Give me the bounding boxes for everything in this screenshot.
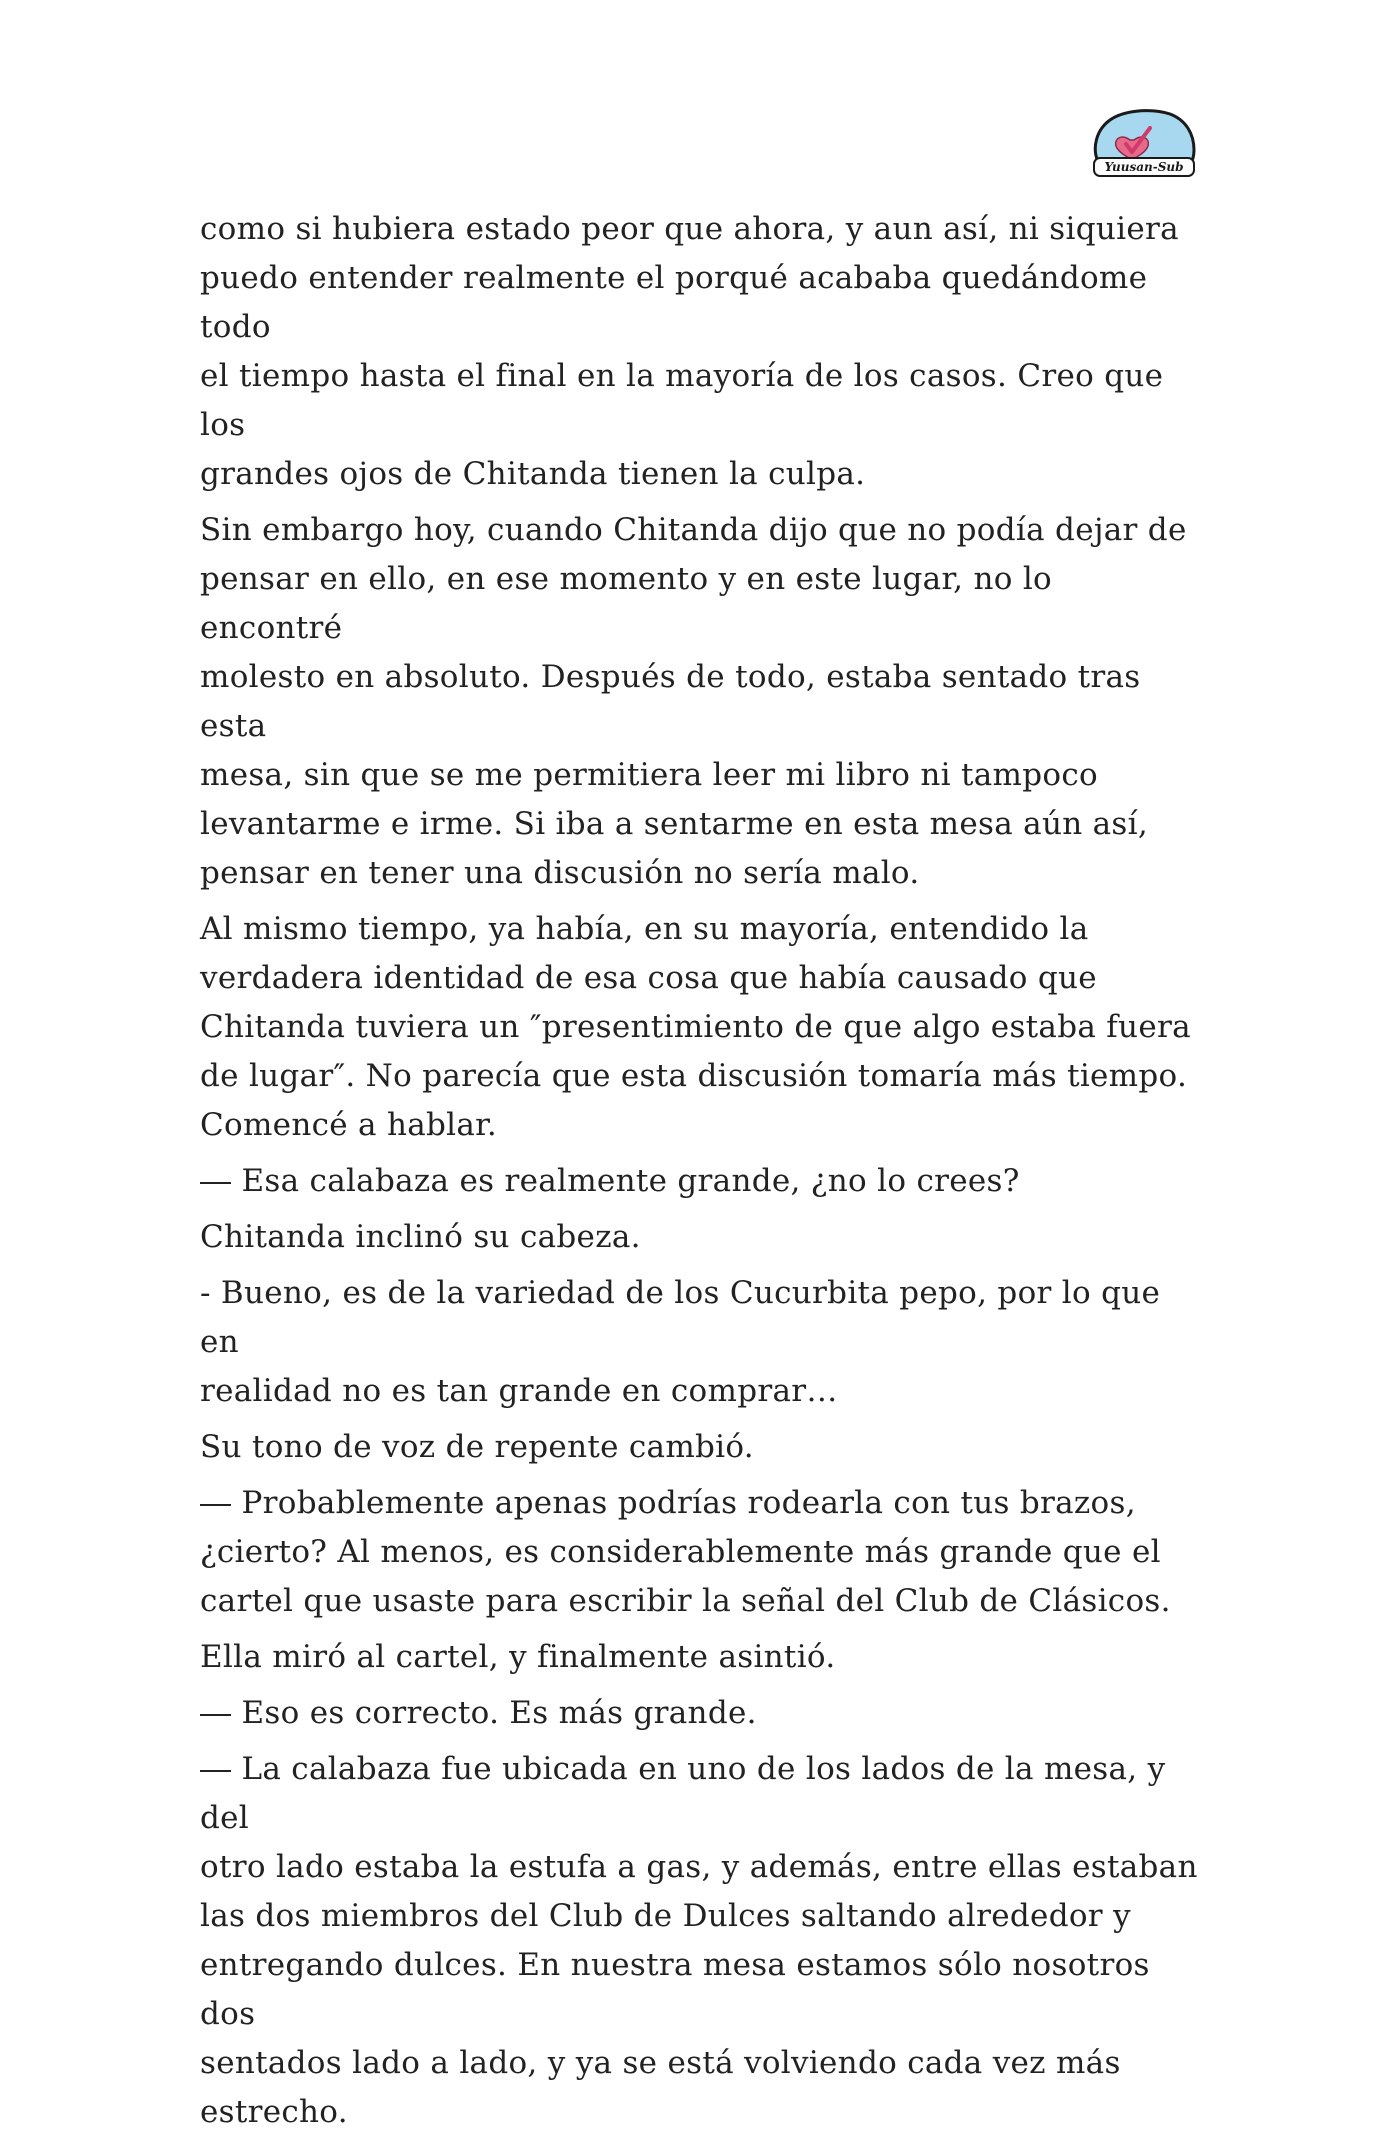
dialogue-line: ― Eso es correcto. Es más grande. xyxy=(200,1695,757,1731)
watermark-logo xyxy=(1090,104,1198,182)
paragraph: Chitanda inclinó su cabeza. xyxy=(200,1219,641,1255)
heart-check-icon xyxy=(1090,104,1198,182)
paragraph: Sin embargo hoy, cuando Chitanda dijo que no podía dejar de pensar en ello, en ese momento y en este lugar, no lo encontré molesto en absoluto. Después de todo, estaba sentado tras esta mesa, sin que se me permitiera leer mi libro ni tampoco levantarme e irme. Si iba a sentarme en esta mesa aún así, pensar en tener una discusión no sería malo. xyxy=(200,512,1187,891)
body-text xyxy=(200,205,1200,2144)
logo-text: Yuusan-Sub xyxy=(1104,160,1184,174)
dialogue-line: ― Esa calabaza es realmente grande, ¿no lo crees? xyxy=(200,1163,1020,1199)
paragraph: Su tono de voz de repente cambió. xyxy=(200,1429,754,1465)
dialogue-line: ― La calabaza fue ubicada en uno de los lados de la mesa, y del otro lado estaba la estufa a gas, y además, entre ellas estaban las dos miembros del Club de Dulces saltando alrededor y entregando dulces. En nuestra mesa estamos sólo nosotros dos sentados lado a lado, y ya se está volviendo cada vez más estrecho. xyxy=(200,1751,1198,2130)
paragraph: Ella miró al cartel, y finalmente asintió. xyxy=(200,1639,836,1675)
dialogue-line: - Bueno, es de la variedad de los Cucurbita pepo, por lo que en realidad no es tan grande en comprar… xyxy=(200,1275,1161,1409)
paragraph: Al mismo tiempo, ya había, en su mayoría, entendido la verdadera identidad de esa cosa que había causado que Chitanda tuviera un ″presentimiento de que algo estaba fuera de lugar″. No parecía que esta discusión tomaría más tiempo. Comencé a hablar. xyxy=(200,911,1191,1143)
paragraph: como si hubiera estado peor que ahora, y aun así, ni siquiera puedo entender realmente el porqué acababa quedándome todo el tiempo hasta el final en la mayoría de los casos. Creo que los grandes ojos de Chitanda tienen la culpa. xyxy=(200,211,1179,492)
dialogue-line: ― Probablemente apenas podrías rodearla con tus brazos, ¿cierto? Al menos, es considerablemente más grande que el cartel que usaste para escribir la señal del Club de Clásicos. xyxy=(200,1485,1171,1619)
